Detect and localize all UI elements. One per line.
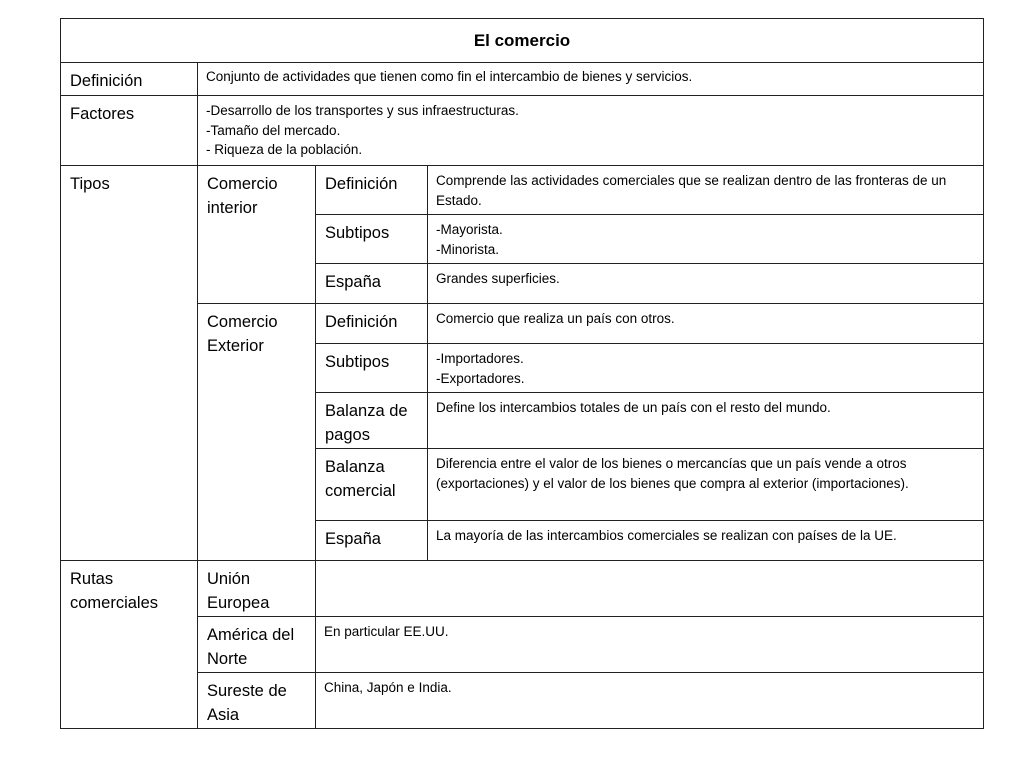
comercio-exterior-label: Comercio Exterior: [198, 304, 316, 561]
table-title: El comercio: [61, 19, 984, 63]
interior-espana-text: Grandes superficies.: [428, 264, 984, 304]
rutas-label: Rutas comerciales: [61, 561, 198, 729]
balanza-pagos-text: Define los intercambios totales de un país con el resto del mundo.: [428, 393, 984, 449]
exterior-definicion-label: Definición: [316, 304, 428, 344]
factor-item: -Desarrollo de los transportes y sus infraestructuras.: [206, 103, 519, 118]
balanza-comercial-label: Balanza comercial: [316, 449, 428, 521]
factores-label: Factores: [61, 96, 198, 166]
subtipo-item: -Exportadores.: [436, 370, 525, 386]
factor-item: -Tamaño del mercado.: [206, 122, 341, 138]
ruta-an-label: América del Norte: [198, 617, 316, 673]
exterior-subtipos-list: [428, 344, 984, 393]
exterior-espana-label: España: [316, 521, 428, 561]
subtipo-item: -Mayorista.: [436, 222, 503, 237]
factor-item: - Riqueza de la población.: [206, 142, 363, 157]
exterior-espana-text: La mayoría de las intercambios comerciales se realizan con países de la UE.: [428, 521, 984, 561]
interior-subtipos-label: Subtipos: [316, 215, 428, 264]
exterior-definicion-text: Comercio que realiza un país con otros.: [428, 304, 984, 344]
ruta-ue-label: Unión Europea: [198, 561, 316, 617]
subtipo-item: -Importadores.: [436, 351, 524, 366]
subtipo-item: -Minorista.: [436, 241, 500, 257]
ruta-sa-text: China, Japón e India.: [316, 673, 984, 729]
interior-definicion-text: Comprende las actividades comerciales que se realizan dentro de las fronteras de un Estado.: [428, 166, 984, 215]
exterior-subtipos-label: Subtipos: [316, 344, 428, 393]
ruta-sa-label: Sureste de Asia: [198, 673, 316, 729]
balanza-comercial-text: Diferencia entre el valor de los bienes o mercancías que un país vende a otros (exportaciones) y el valor de los bienes que compra al exterior (importaciones).: [428, 449, 984, 521]
tipos-label: Tipos: [61, 166, 198, 561]
interior-espana-label: España: [316, 264, 428, 304]
ruta-ue-text: [316, 561, 984, 617]
definicion-text: Conjunto de actividades que tienen como fin el intercambio de bienes y servicios.: [198, 63, 984, 96]
definicion-label: Definición: [61, 63, 198, 96]
balanza-pagos-label: Balanza de pagos: [316, 393, 428, 449]
factores-list: [198, 96, 984, 166]
interior-subtipos-list: [428, 215, 984, 264]
commerce-table: [60, 18, 984, 729]
comercio-interior-label: Comercio interior: [198, 166, 316, 304]
interior-definicion-label: Definición: [316, 166, 428, 215]
ruta-an-text: En particular EE.UU.: [316, 617, 984, 673]
